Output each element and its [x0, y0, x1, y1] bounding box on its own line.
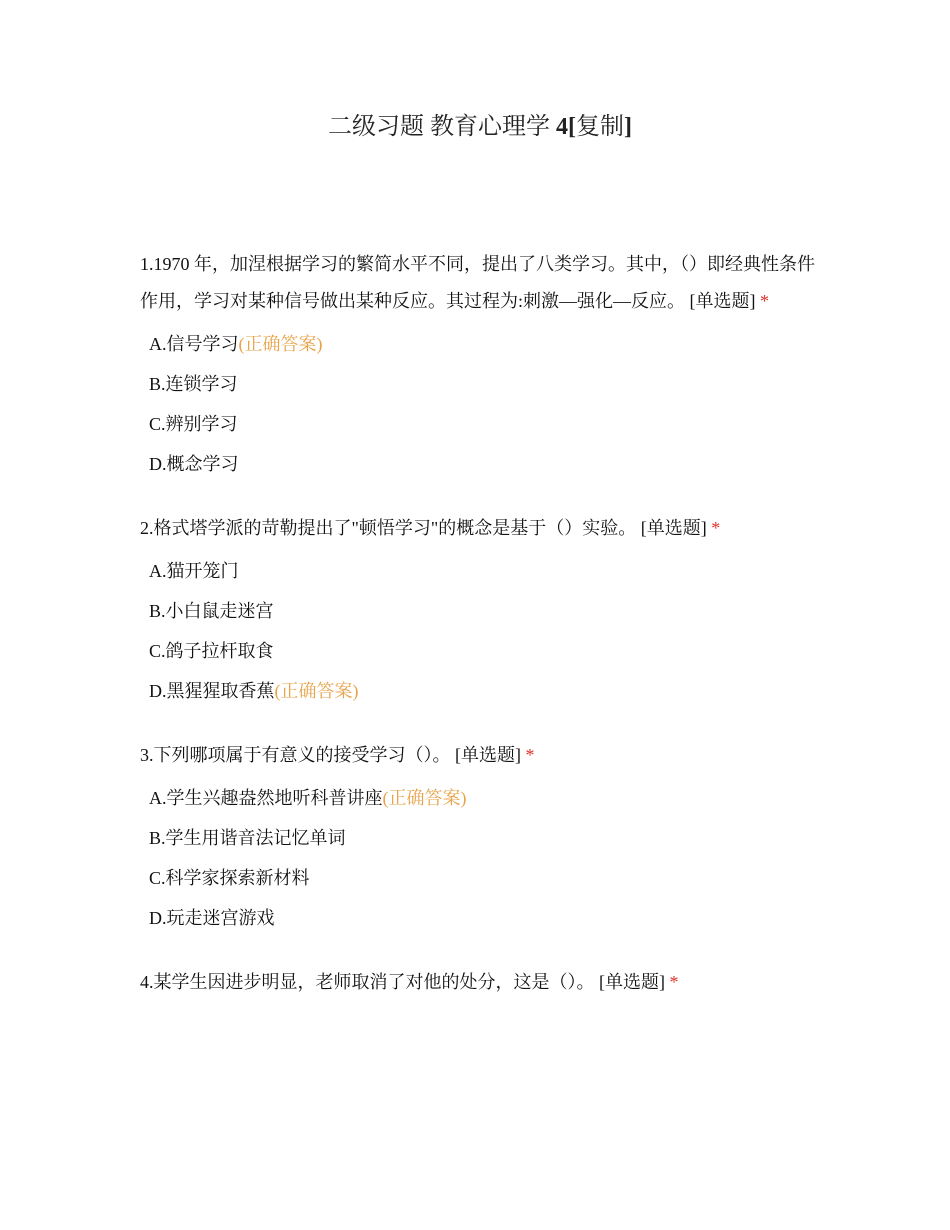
question-type-tag: [单选题]	[685, 291, 756, 311]
option-c[interactable]	[140, 404, 820, 444]
question-3	[140, 737, 820, 938]
title-text: 二级习题 教育心理学	[328, 114, 556, 140]
option-text: D.黑猩猩取香蕉	[149, 681, 275, 701]
question-text: 3.下列哪项属于有意义的接受学习（）。	[140, 745, 451, 765]
option-list	[140, 324, 820, 484]
option-text: B.学生用谐音法记忆单词	[149, 828, 346, 848]
option-list	[140, 551, 820, 711]
option-text: A.猫开笼门	[149, 561, 239, 581]
option-text: A.信号学习	[149, 334, 239, 354]
title-number: 4[	[556, 114, 576, 140]
option-text: D.概念学习	[149, 454, 239, 474]
option-text: C.辨别学习	[149, 414, 238, 434]
question-stem	[140, 964, 820, 1001]
option-d[interactable]	[140, 444, 820, 484]
option-text: D.玩走迷宫游戏	[149, 908, 275, 928]
option-b[interactable]	[140, 591, 820, 631]
title-bracket: ]	[624, 114, 632, 140]
question-2	[140, 510, 820, 711]
option-a[interactable]	[140, 778, 820, 818]
correct-answer-mark: (正确答案)	[238, 334, 323, 354]
required-mark: *	[755, 291, 769, 311]
title-copy-label: 复制	[576, 114, 624, 140]
question-4	[140, 964, 820, 1001]
question-type-tag: [单选题]	[636, 518, 707, 538]
option-text: A.学生兴趣盎然地听科普讲座	[149, 788, 383, 808]
option-a[interactable]	[140, 324, 820, 364]
question-stem	[140, 246, 820, 320]
question-text: 2.格式塔学派的苛勒提出了"顿悟学习"的概念是基于（）实验。	[140, 518, 637, 538]
option-text: C.科学家探索新材料	[149, 868, 310, 888]
correct-answer-mark: (正确答案)	[274, 681, 359, 701]
page-title	[0, 110, 950, 144]
option-d[interactable]	[140, 898, 820, 938]
required-mark: *	[706, 518, 721, 538]
option-d[interactable]	[140, 671, 820, 711]
option-text: B.小白鼠走迷宫	[149, 601, 274, 621]
option-b[interactable]	[140, 818, 820, 858]
required-mark: *	[521, 745, 535, 765]
option-list	[140, 778, 820, 938]
option-c[interactable]	[140, 631, 820, 671]
question-list	[140, 246, 820, 1027]
question-stem	[140, 737, 820, 774]
question-type-tag: [单选题]	[594, 972, 665, 992]
question-text: 4.某学生因进步明显，老师取消了对他的处分，这是（）。	[140, 972, 595, 992]
question-type-tag: [单选题]	[450, 745, 521, 765]
option-c[interactable]	[140, 858, 820, 898]
question-text: 1.1970 年，加涅根据学习的繁简水平不同，提出了八类学习。其中，（）即经典性条件作用，学习对某种信号做出某种反应。其过程为:刺激—强化—反应。	[140, 254, 815, 311]
required-mark: *	[665, 972, 679, 992]
option-a[interactable]	[140, 551, 820, 591]
option-b[interactable]	[140, 364, 820, 404]
question-stem	[140, 510, 820, 547]
correct-answer-mark: (正确答案)	[382, 788, 467, 808]
question-1	[140, 246, 820, 484]
option-text: B.连锁学习	[149, 374, 238, 394]
option-text: C.鸽子拉杆取食	[149, 641, 274, 661]
